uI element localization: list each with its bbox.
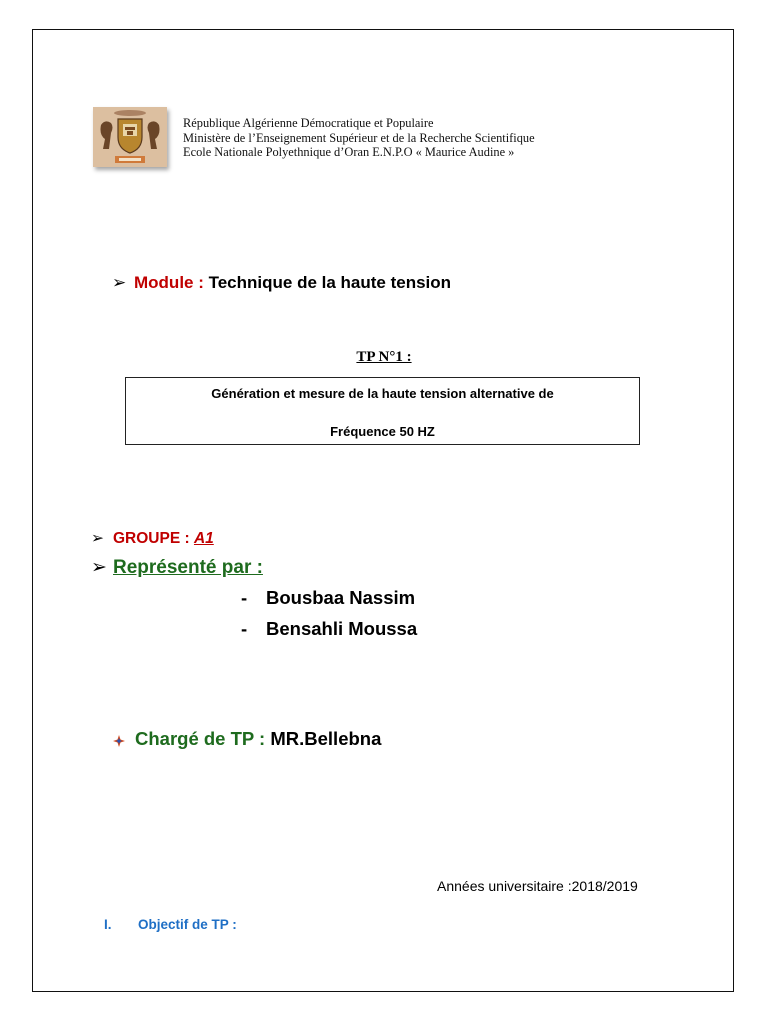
tp-subject-line1: Génération et mesure de la haute tension alternative de	[211, 386, 554, 401]
page-border	[32, 29, 734, 992]
groupe-value: A1	[193, 530, 214, 547]
header-ministry: Ministère de l’Enseignement Supérieur et de la Recherche Scientifique	[183, 130, 535, 145]
member-item	[241, 618, 417, 640]
header-school: Ecole Nationale Polyethnique d’Oran E.N.P.O « Maurice Audine »	[183, 145, 515, 159]
represente-label: Représenté par :	[113, 557, 263, 578]
dash-bullet-icon: -	[241, 587, 248, 608]
section-heading	[104, 917, 237, 932]
section-title: Objectif de TP :	[138, 917, 237, 932]
module-value: Technique de la haute tension	[208, 273, 452, 292]
tp-subject-box	[125, 377, 640, 445]
institution-header	[183, 116, 535, 160]
dash-bullet-icon: -	[241, 618, 248, 639]
charge-line	[113, 728, 381, 750]
member-name: Bensahli Moussa	[266, 618, 418, 639]
school-emblem-icon	[93, 107, 167, 167]
tp-title: TP N°1 :	[356, 349, 412, 365]
member-item	[241, 587, 415, 609]
charge-value: MR.Bellebna	[270, 728, 382, 749]
module-separator: :	[193, 273, 209, 292]
header-republic: République Algérienne Démocratique et Populaire	[183, 116, 434, 130]
arrow-bullet-icon: ➢	[112, 273, 127, 293]
four-point-bullet-icon	[113, 730, 125, 742]
arrow-bullet-icon: ➢	[91, 556, 107, 578]
groupe-line	[91, 529, 214, 548]
tp-subject-line2: Fréquence 50 HZ	[330, 424, 435, 439]
section-number: I.	[104, 917, 112, 932]
member-name: Bousbaa Nassim	[266, 587, 416, 608]
groupe-label: GROUPE :	[113, 530, 194, 547]
represente-line	[91, 556, 263, 579]
charge-label: Chargé de TP :	[135, 728, 271, 749]
module-line	[112, 273, 451, 293]
arrow-bullet-icon: ➢	[91, 529, 104, 547]
module-label: Module	[134, 273, 194, 292]
academic-year: Années universitaire :2018/2019	[437, 878, 638, 894]
